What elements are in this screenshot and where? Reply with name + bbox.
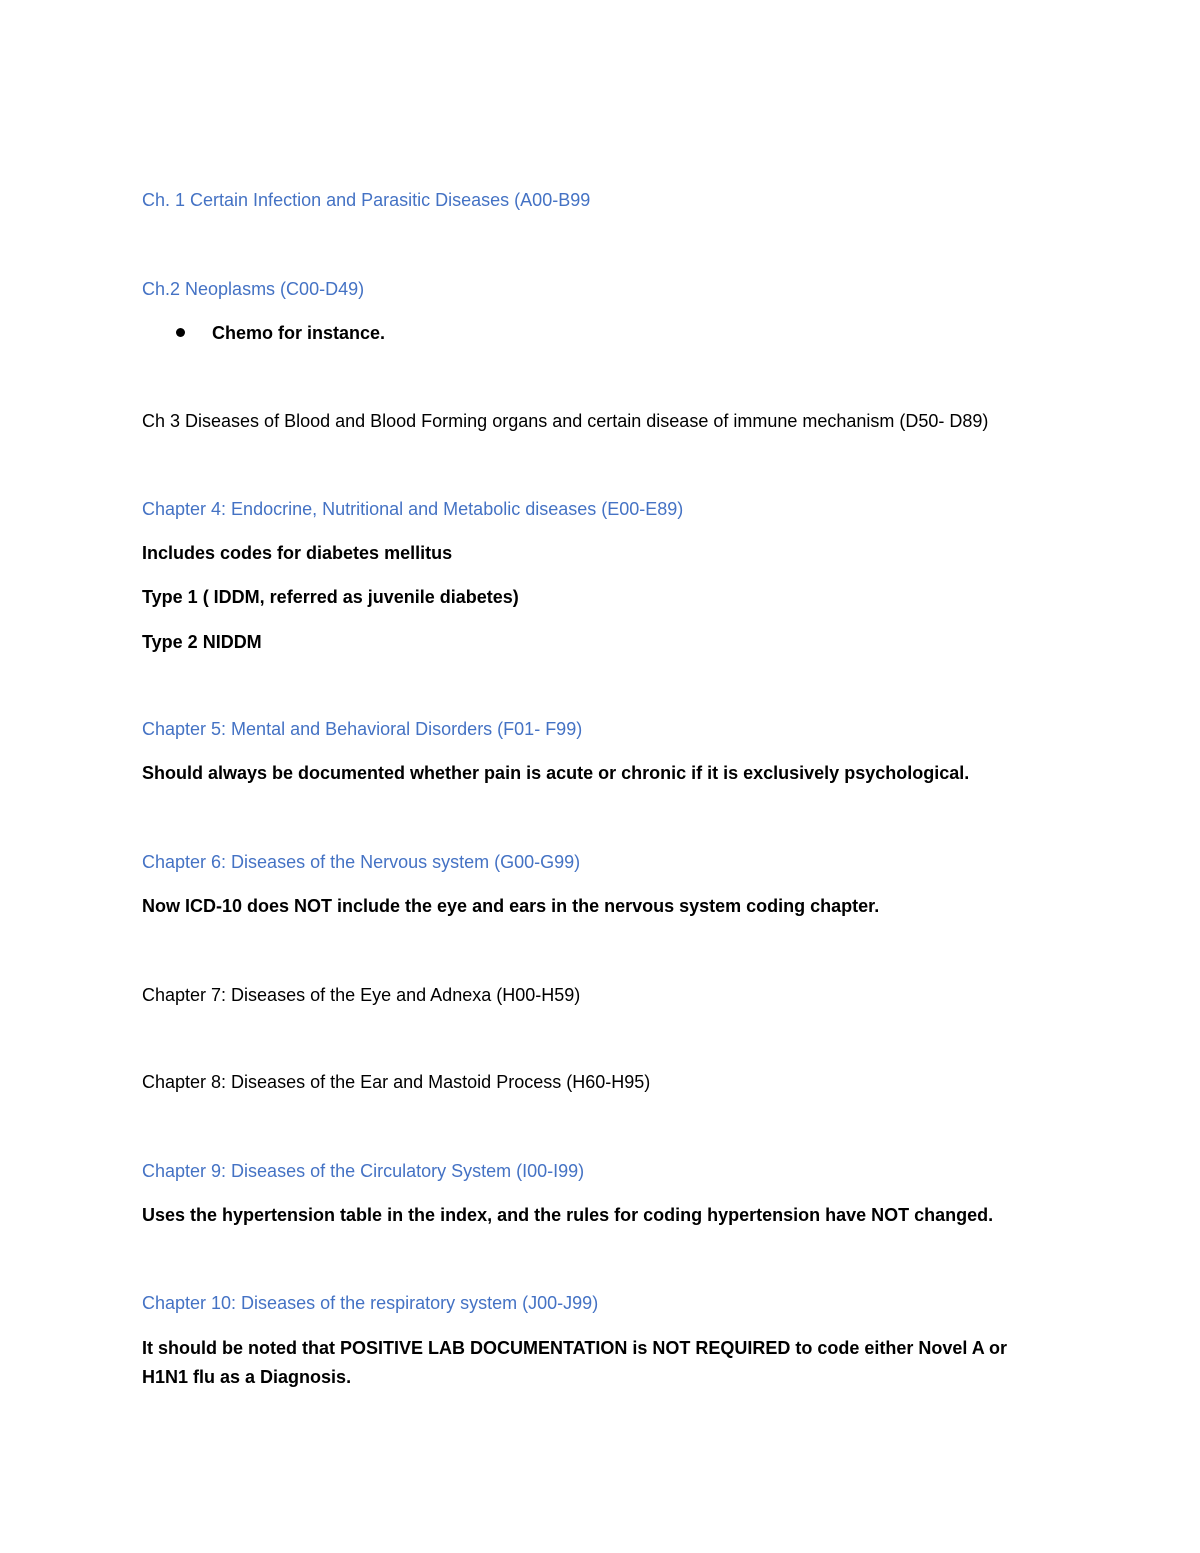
chapter-5-note: Should always be documented whether pain is acute or chronic if it is exclusively psychological. xyxy=(142,763,970,783)
chapter-10-heading: Chapter 10: Diseases of the respiratory system (J00-J99) xyxy=(142,1293,599,1313)
chapter-5-heading: Chapter 5: Mental and Behavioral Disorders (F01- F99) xyxy=(142,719,583,739)
chapter-4-note-type1: Type 1 ( IDDM, referred as juvenile diabetes) xyxy=(142,587,519,607)
chapter-6-heading: Chapter 6: Diseases of the Nervous system (G00-G99) xyxy=(142,852,581,872)
chapter-9-heading: Chapter 9: Diseases of the Circulatory System (I00-I99) xyxy=(142,1161,585,1181)
chapter-3-heading: Ch 3 Diseases of Blood and Blood Forming organs and certain disease of immune mechanism (D50- D89) xyxy=(142,411,989,431)
chapter-10-note-line1: It should be noted that POSITIVE LAB DOCUMENTATION is NOT REQUIRED to code either Novel A or xyxy=(142,1338,1008,1358)
chapter-1-heading: Ch. 1 Certain Infection and Parasitic Diseases (A00-B99 xyxy=(142,190,591,210)
chapter-6-note: Now ICD-10 does NOT include the eye and ears in the nervous system coding chapter. xyxy=(142,896,880,916)
chapter-2-heading: Ch.2 Neoplasms (C00-D49) xyxy=(142,279,365,299)
bullet-icon xyxy=(176,328,185,337)
chapter-7-heading: Chapter 7: Diseases of the Eye and Adnexa (H00-H59) xyxy=(142,985,581,1005)
chapter-8-heading: Chapter 8: Diseases of the Ear and Mastoid Process (H60-H95) xyxy=(142,1072,651,1092)
chapter-4-note-type2: Type 2 NIDDM xyxy=(142,632,262,652)
chapter-2-bullet-text: Chemo for instance. xyxy=(212,323,386,343)
chapter-9-note: Uses the hypertension table in the index, and the rules for coding hypertension have NOT changed. xyxy=(142,1205,994,1225)
chapter-4-note-diabetes: Includes codes for diabetes mellitus xyxy=(142,543,453,563)
chapter-10-note-line2: H1N1 flu as a Diagnosis. xyxy=(142,1367,352,1387)
chapter-4-heading: Chapter 4: Endocrine, Nutritional and Metabolic diseases (E00-E89) xyxy=(142,499,684,519)
